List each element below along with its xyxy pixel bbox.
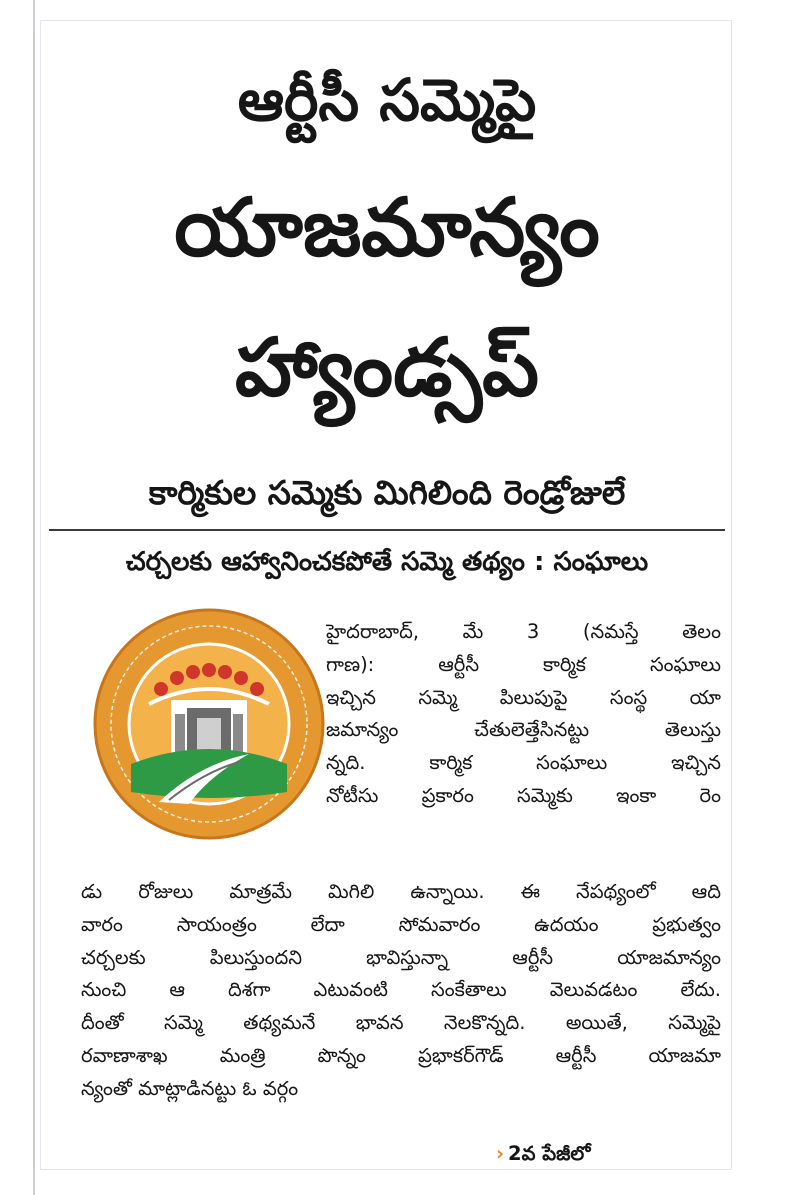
body-line: న్యంతో మాట్లాడినట్టు ఓ వర్గం: [81, 1076, 299, 1100]
headline-line-2: యాజమాన్యం: [174, 181, 600, 274]
body-line: నోటీసు ప్రకారం సమ్మెకు ఇంకా రెం: [326, 783, 721, 807]
body-line: నుంచి ఆ దిశగా ఎటువంటి సంకేతాలు వెలువడటం లేదు.: [81, 978, 721, 1002]
body-line: హైదరాబాద్, మే 3 (నమస్తే తెలం: [326, 620, 721, 643]
subdeck-line: చర్చలకు ఆహ్వానించకపోతే సమ్మె తథ్యం : సంఘాలు: [125, 547, 649, 577]
tsrtc-emblem-icon: [89, 604, 329, 844]
deck-line: కార్మికుల సమ్మెకు మిగిలింది రెండ్రోజులే: [148, 473, 626, 512]
body-line: వారం సాయంత్రం లేదా సోమవారం ఉదయం ప్రభుత్వం: [81, 912, 721, 936]
body-line: న్నది. కార్మిక సంఘాలు ఇచ్చిన: [326, 751, 721, 775]
continued-label: 2వ పేజీలో: [508, 1142, 591, 1165]
body-line: చర్చలకు పిలుస్తుందని భావిస్తున్నా ఆర్టీసీ యాజమాన్యం: [81, 945, 721, 969]
body-line: రవాణాశాఖ మంత్రి పొన్నం ప్రభాకర్‌గౌడ్ ఆర్టీసీ యాజమా: [81, 1043, 721, 1067]
chevron-right-icon: ›: [496, 1142, 505, 1165]
body-line: ఇచ్చిన సమ్మె పిలుపుపై సంస్థ యా: [326, 685, 721, 709]
body-line: జమాన్యం చేతులెత్తేసినట్టు తెలుస్తు: [326, 718, 721, 742]
page-edge-rule: [33, 0, 35, 1195]
deck-divider: [49, 529, 725, 531]
headline-line-3: హ్యాండ్సప్: [235, 321, 539, 414]
article-body-narrow: [326, 616, 721, 813]
article-body-wide: [81, 876, 721, 1106]
news-clipping: [40, 20, 732, 1170]
body-line: దీంతో సమ్మె తథ్యమనే భావన నెలకొన్నది. అయితే, సమ్మెపై: [81, 1011, 721, 1035]
continued-on-page-link[interactable]: [496, 1138, 590, 1170]
body-line: గాణ): ఆర్టీసీ కార్మిక సంఘాలు: [326, 652, 721, 676]
headline-line-1: ఆర్టీసీ సమ్మెపై: [237, 66, 537, 134]
body-line: డు రోజులు మాత్రమే మిగిలి ఉన్నాయి. ఈ నేపథ్యంలో ఆది: [81, 880, 721, 903]
